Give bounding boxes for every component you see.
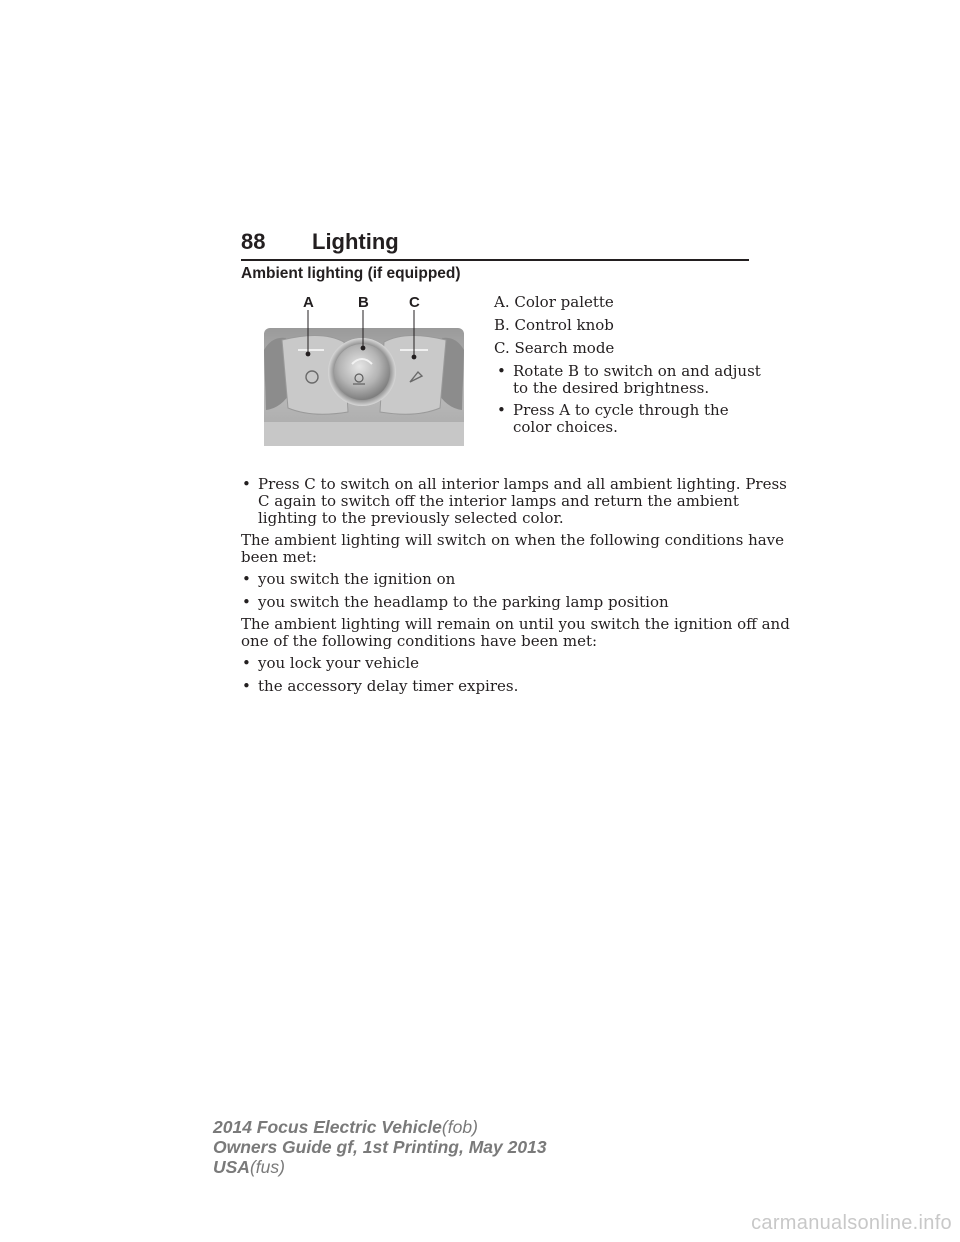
bullet-marker: • <box>242 570 251 588</box>
bullet-marker: • <box>242 654 251 672</box>
legend-bullet-line: color choices. <box>513 418 618 436</box>
watermark: carmanualsonline.info <box>751 1212 952 1234</box>
footer-vehicle-code: (fob) <box>441 1117 478 1137</box>
bullet-marker: • <box>242 593 251 611</box>
footer-market-code: (fus) <box>249 1157 285 1177</box>
bullet-marker: • <box>242 475 251 493</box>
bullet-line: you lock your vehicle <box>258 654 420 672</box>
footer-vehicle: 2014 Focus Electric Vehicle <box>213 1117 442 1137</box>
bullet-line: you switch the ignition on <box>258 570 456 588</box>
footer-line-3 <box>213 1157 285 1177</box>
footer-line-2: Owners Guide gf, 1st Printing, May 2013 <box>213 1137 547 1157</box>
legend-item-b: B. Control knob <box>494 316 614 334</box>
legend-item-a: A. Color palette <box>494 293 614 311</box>
bullet-line: C again to switch off the interior lamps and return the ambient <box>258 492 739 510</box>
paragraph-line: The ambient lighting will remain on until you switch the ignition off and <box>241 615 790 633</box>
bullet-line: you switch the headlamp to the parking lamp position <box>258 593 669 611</box>
bullet-line: Press C to switch on all interior lamps and all ambient lighting. Press <box>258 475 787 493</box>
callout-c: C <box>409 294 420 311</box>
bullet-marker: • <box>497 362 506 380</box>
paragraph-line: one of the following conditions have been met: <box>241 632 598 650</box>
legend-bullet-line: Rotate B to switch on and adjust <box>513 362 761 380</box>
bullet-line: lighting to the previously selected color. <box>258 509 564 527</box>
callout-b: B <box>358 294 369 311</box>
bullet-marker: • <box>497 401 506 419</box>
header-rule <box>241 259 749 261</box>
ambient-lighting-control-figure <box>262 290 466 446</box>
bullet-marker: • <box>242 677 251 695</box>
legend-bullet-line: to the desired brightness. <box>513 379 710 397</box>
legend-item-c: C. Search mode <box>494 339 615 357</box>
callout-a: A <box>303 294 314 311</box>
paragraph-line: The ambient lighting will switch on when the following conditions have <box>241 531 785 549</box>
subsection-heading: Ambient lighting (if equipped) <box>241 265 461 282</box>
bullet-line: the accessory delay timer expires. <box>258 677 519 695</box>
paragraph-line: been met: <box>241 548 317 566</box>
footer-market: USA <box>213 1157 250 1177</box>
footer-line-1 <box>213 1117 478 1137</box>
page-number: 88 <box>241 229 266 254</box>
legend-bullet-line: Press A to cycle through the <box>513 401 729 419</box>
section-title: Lighting <box>312 229 399 254</box>
